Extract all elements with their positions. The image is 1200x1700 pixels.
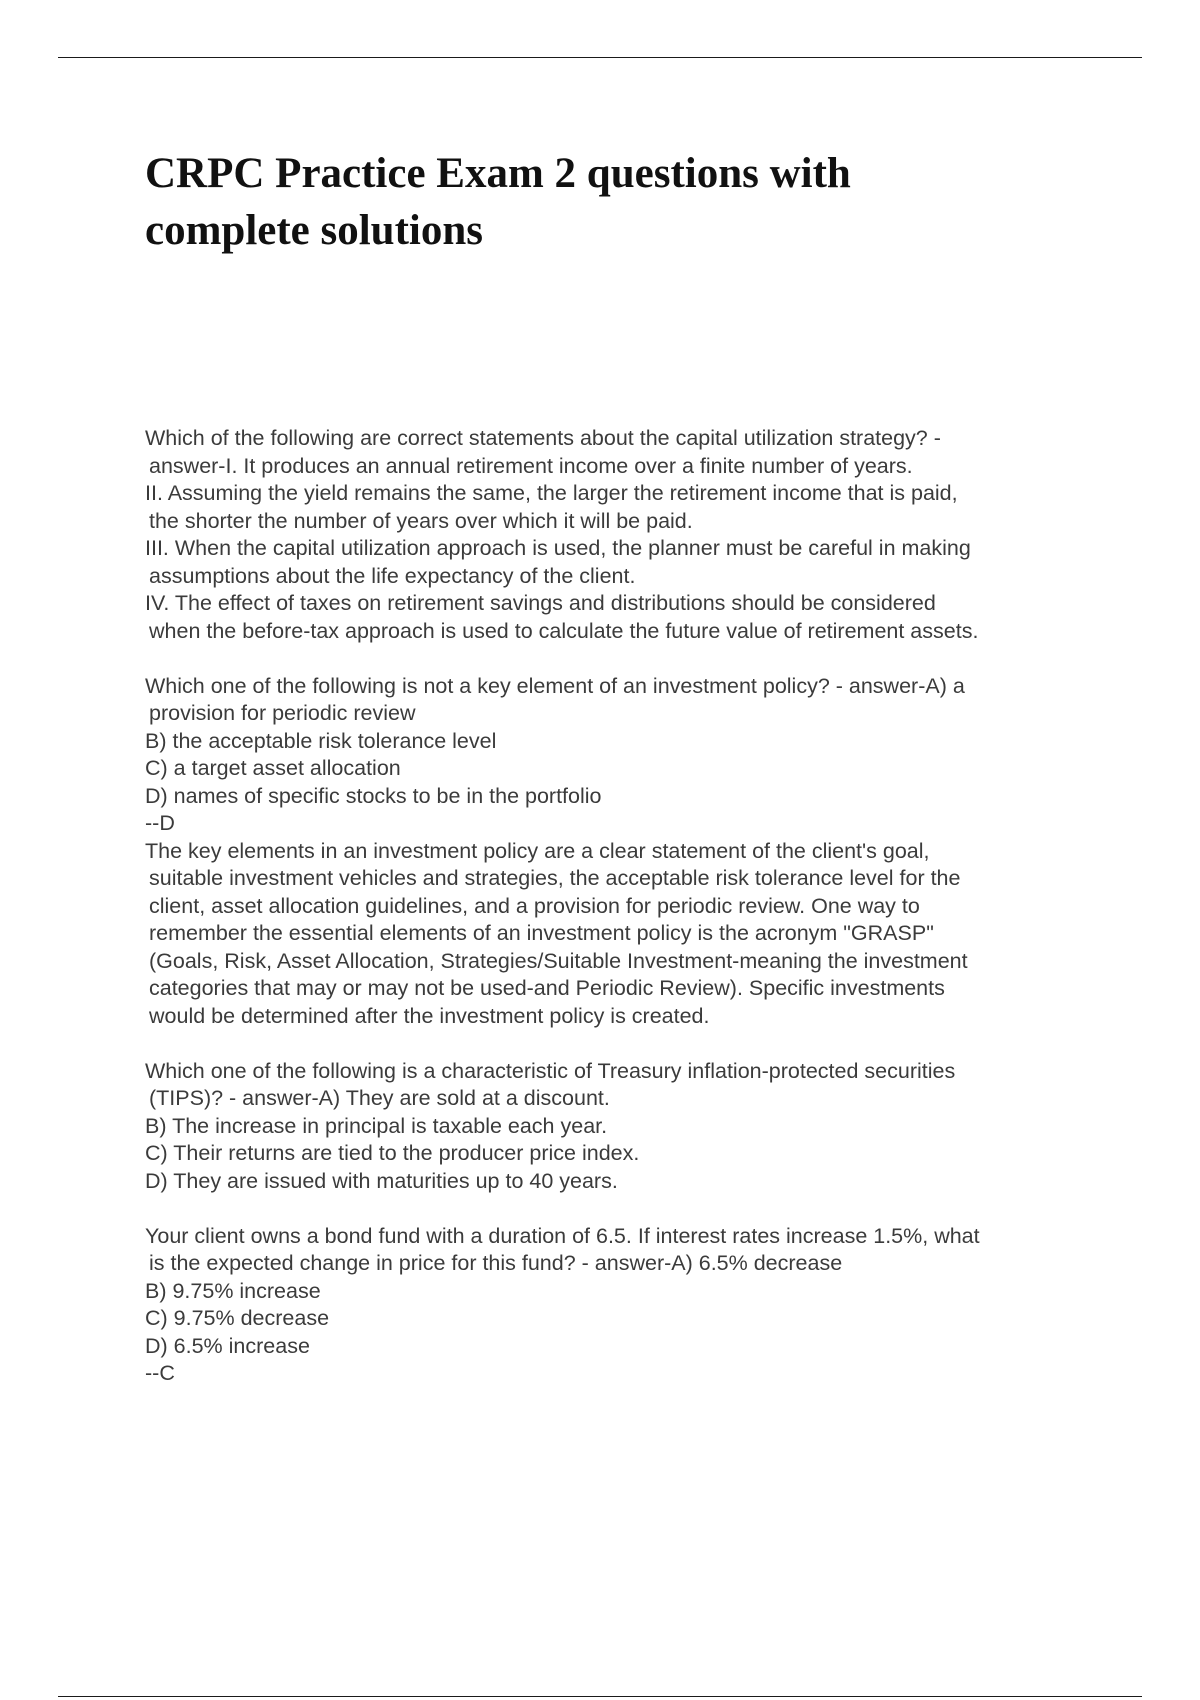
explanation-text: client, asset allocation guidelines, and a provision for periodic review. One way to bbox=[149, 893, 920, 918]
answer-option: D) 6.5% increase bbox=[145, 1333, 310, 1358]
question-text: Which one of the following is not a key element of an investment policy? - answer-A) a bbox=[145, 673, 965, 698]
answer-text: when the before-tax approach is used to calculate the future value of retirement assets. bbox=[149, 618, 979, 643]
question-block bbox=[145, 1058, 1085, 1196]
question-block bbox=[145, 425, 1085, 645]
answer-text: answer-I. It produces an annual retirement income over a finite number of years. bbox=[149, 453, 913, 478]
question-block bbox=[145, 673, 1085, 1031]
correct-answer: --C bbox=[145, 1361, 175, 1385]
answer-option: D) names of specific stocks to be in the portfolio bbox=[145, 783, 602, 808]
correct-answer: --D bbox=[145, 811, 175, 835]
question-text: Which of the following are correct statements about the capital utilization strategy? - bbox=[145, 426, 941, 450]
answer-option: provision for periodic review bbox=[149, 701, 416, 725]
top-divider bbox=[58, 57, 1142, 58]
answer-option: C) 9.75% decrease bbox=[145, 1306, 330, 1330]
answer-text: the shorter the number of years over which it will be paid. bbox=[149, 508, 693, 533]
question-text: Your client owns a bond fund with a duration of 6.5. If interest rates increase 1.5%, what bbox=[145, 1223, 980, 1248]
answer-option: B) the acceptable risk tolerance level bbox=[145, 728, 497, 753]
answer-option: D) They are issued with maturities up to 40 years. bbox=[145, 1168, 618, 1193]
explanation-text: suitable investment vehicles and strategies, the acceptable risk tolerance level for the bbox=[149, 866, 961, 890]
answer-text: assumptions about the life expectancy of the client. bbox=[149, 563, 636, 588]
answer-option: C) a target asset allocation bbox=[145, 756, 401, 780]
answer-text: III. When the capital utilization approach is used, the planner must be careful in making bbox=[145, 536, 971, 560]
answer-text: IV. The effect of taxes on retirement savings and distributions should be considered bbox=[145, 591, 936, 615]
bottom-divider bbox=[58, 1696, 1142, 1697]
answer-text: II. Assuming the yield remains the same, the larger the retirement income that is paid, bbox=[145, 481, 958, 505]
answer-option: is the expected change in price for this fund? - answer-A) 6.5% decrease bbox=[149, 1251, 843, 1275]
explanation-text: The key elements in an investment policy are a clear statement of the client's goal, bbox=[145, 838, 930, 863]
answer-option: C) Their returns are tied to the producer price index. bbox=[145, 1141, 640, 1165]
explanation-text: categories that may or may not be used-and Periodic Review). Specific investments bbox=[149, 976, 945, 1000]
explanation-text: would be determined after the investment policy is created. bbox=[149, 1003, 710, 1028]
title-line: CRPC Practice Exam 2 questions with bbox=[145, 150, 851, 197]
explanation-text: remember the essential elements of an investment policy is the acronym "GRASP" bbox=[149, 921, 934, 945]
question-block bbox=[145, 1223, 1085, 1388]
explanation-text: (Goals, Risk, Asset Allocation, Strategies/Suitable Investment-meaning the investment bbox=[149, 948, 968, 973]
question-list bbox=[145, 425, 1085, 1415]
question-text: Which one of the following is a characteristic of Treasury inflation-protected securities bbox=[145, 1058, 956, 1083]
answer-option: B) The increase in principal is taxable each year. bbox=[145, 1113, 608, 1138]
title-line: complete solutions bbox=[145, 207, 484, 254]
answer-option: B) 9.75% increase bbox=[145, 1278, 321, 1303]
answer-option: (TIPS)? - answer-A) They are sold at a discount. bbox=[149, 1086, 610, 1110]
page-title bbox=[145, 145, 1085, 259]
